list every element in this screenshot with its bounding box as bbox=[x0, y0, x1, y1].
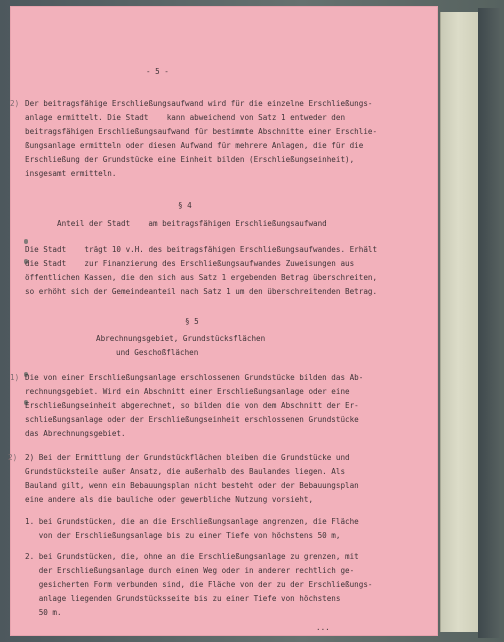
section-5-para-2-line: Grundstücksteile außer Ansatz, die außerhalb des Baulandes liegen. Als bbox=[25, 467, 346, 476]
paragraph-2-line: ßungsanlage ermitteln oder diesen Aufwand für mehrere Anlagen, die für die bbox=[25, 141, 364, 150]
continuation-mark: ... bbox=[316, 623, 330, 632]
section-5-para-1-line: rechnungsgebiet. Wird ein Abschnitt einer Erschließungsanlage oder eine bbox=[25, 387, 350, 396]
list-item-1-line: 1. bei Grundstücken, die an die Erschließungsanlage angrenzen, die Fläche bbox=[25, 517, 359, 526]
section-5-para-2-line: 2) Bei der Ermittlung der Grundstückflächen bleiben die Grundstücke und bbox=[25, 453, 350, 462]
paragraph-2-line: beitragsfähigen Erschließungsaufwand für bestimmte Abschnitte einer Erschlie- bbox=[25, 127, 378, 136]
list-item-2-line: der Erschließungsanlage durch einen Weg oder in anderer rechtlich ge- bbox=[25, 566, 355, 575]
paragraph-2-line: Erschließung der Grundstücke eine Einheit bilden (Erschließungseinheit), bbox=[25, 155, 355, 164]
section-5-number: § 5 bbox=[185, 317, 199, 326]
document-page bbox=[10, 6, 438, 636]
section-4-line: die Stadt zur Finanzierung des Erschließungsaufwandes Zuweisungen aus bbox=[25, 259, 355, 268]
section-5-para-2-margin-number: 2) bbox=[8, 453, 18, 462]
section-4-line: Die Stadt trägt 10 v.H. des beitragsfähigen Erschließungsaufwandes. Erhält bbox=[25, 245, 378, 254]
punch-mark bbox=[24, 239, 28, 244]
paragraph-2-margin-number: 2) bbox=[10, 99, 20, 108]
section-4-number: § 4 bbox=[178, 201, 192, 210]
section-5-para-1-line: schließungsanlage oder der Erschließungseinheit erschlossenen Grundstücke bbox=[25, 415, 359, 424]
binder-spine bbox=[440, 12, 480, 632]
list-item-2-line: 2. bei Grundstücken, die, ohne an die Erschließungsanlage zu grenzen, mit bbox=[25, 552, 359, 561]
section-5-para-1-line: das Abrechnungsgebiet. bbox=[25, 429, 126, 438]
list-item-1-line: von der Erschließungsanlage bis zu einer Tiefe von höchstens 50 m, bbox=[25, 531, 341, 540]
section-5-title: Abrechnungsgebiet, Grundstücksflächen bbox=[96, 334, 266, 343]
section-5-para-2-line: eine andere als die bauliche oder gewerbliche Nutzung vorsieht, bbox=[25, 495, 314, 504]
list-item-2-line: gesicherten Form verbunden sind, die Fläche von der zu der Erschließungs- bbox=[25, 580, 373, 589]
section-5-para-2-line: Bauland gilt, wenn ein Bebauungsplan nicht besteht oder der Bebauungsplan bbox=[25, 481, 359, 490]
paragraph-2-line: insgesamt ermitteln. bbox=[25, 169, 117, 178]
list-item-2-line: anlage liegenden Grundstücksseite bis zu einer Tiefe von höchstens bbox=[25, 594, 341, 603]
section-4-line: so erhöht sich der Gemeindeanteil nach Satz 1 um den überschreitenden Betrag. bbox=[25, 287, 378, 296]
paragraph-2-line: anlage ermittelt. Die Stadt kann abweichend von Satz 1 entweder den bbox=[25, 113, 346, 122]
page-number: - 5 - bbox=[146, 67, 169, 76]
section-5-para-1-line: Erschließungseinheit abgerechnet, so bilden die von dem Abschnitt der Er- bbox=[25, 401, 359, 410]
section-4-title: Anteil der Stadt am beitragsfähigen Erschließungsaufwand bbox=[57, 219, 327, 228]
section-4-line: öffentlichen Kassen, die den sich aus Satz 1 ergebenden Betrag überschreiten, bbox=[25, 273, 378, 282]
binder-edge bbox=[478, 8, 500, 638]
section-5-para-1-line: Die von einer Erschließungsanlage erschlossenen Grundstücke bilden das Ab- bbox=[25, 373, 364, 382]
list-item-2-line: 50 m. bbox=[25, 608, 62, 617]
paragraph-2-line: Der beitragsfähige Erschließungsaufwand wird für die einzelne Erschließungs- bbox=[25, 99, 373, 108]
section-5-para-1-margin-number: 1) bbox=[10, 373, 20, 382]
section-5-title: und Geschoßflächen bbox=[116, 348, 199, 357]
